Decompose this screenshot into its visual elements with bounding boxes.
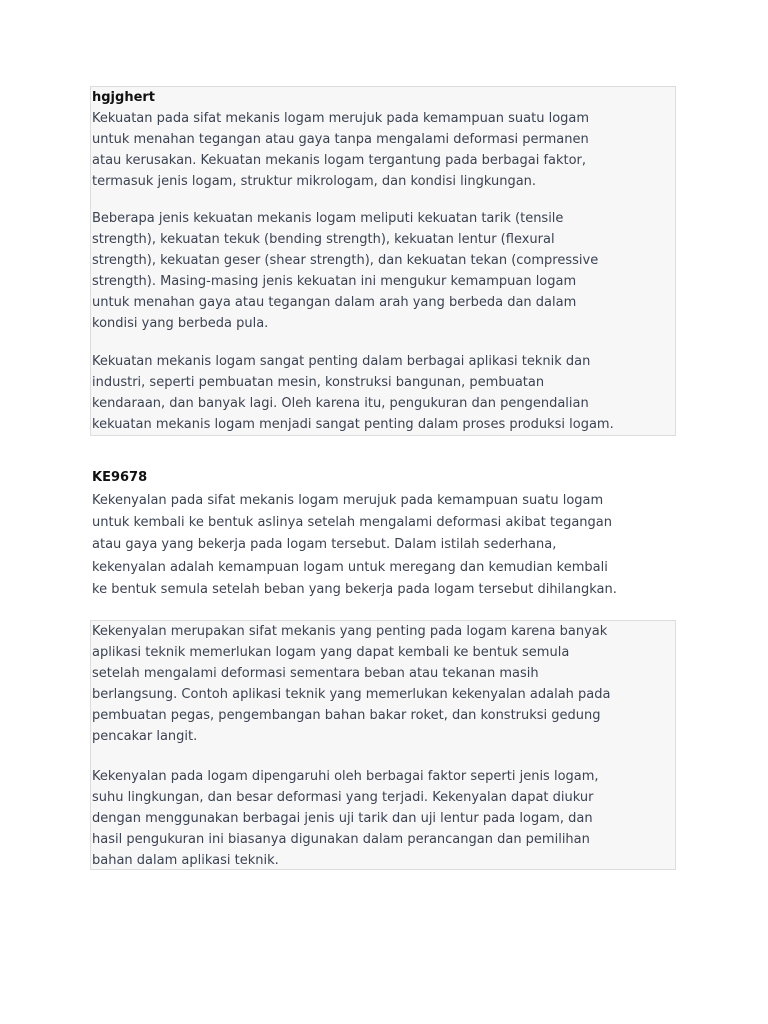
text-line: Kekuatan pada sifat mekanis logam merujuk pada kemampuan suatu logam bbox=[92, 111, 590, 126]
text-line: industri, seperti pembuatan mesin, konstruksi bangunan, pembuatan bbox=[92, 375, 545, 390]
paragraph bbox=[92, 490, 682, 601]
text-line: Beberapa jenis kekuatan mekanis logam meliputi kekuatan tarik (tensile bbox=[92, 211, 564, 226]
section-heading: KE9678 bbox=[92, 470, 148, 485]
text-line: Kekenyalan pada sifat mekanis logam merujuk pada kemampuan suatu logam bbox=[92, 493, 604, 508]
text-line: pembuatan pegas, pengembangan bahan bakar roket, dan konstruksi gedung bbox=[92, 708, 601, 723]
text-line: strength), kekuatan geser (shear strength), dan kekuatan tekan (compressive bbox=[92, 253, 599, 268]
text-line: strength), kekuatan tekuk (bending strength), kekuatan lentur (flexural bbox=[92, 232, 555, 247]
paragraph bbox=[92, 208, 682, 334]
text-line: untuk kembali ke bentuk aslinya setelah mengalami deformasi akibat tegangan bbox=[92, 515, 612, 531]
text-line: strength). Masing-masing jenis kekuatan ini mengukur kemampuan logam bbox=[92, 274, 577, 289]
text-line: kekenyalan adalah kemampuan logam untuk meregang dan kemudian kembali bbox=[92, 559, 608, 575]
text-line: setelah mengalami deformasi sementara beban atau tekanan masih bbox=[92, 666, 539, 681]
text-line: Kekenyalan merupakan sifat mekanis yang penting pada logam karena banyak bbox=[92, 624, 608, 639]
text-line: pencakar langit. bbox=[92, 729, 198, 744]
text-line: termasuk jenis logam, struktur mikrologam, dan kondisi lingkungan. bbox=[92, 174, 537, 189]
text-line: Kekenyalan pada logam dipengaruhi oleh berbagai faktor seperti jenis logam, bbox=[92, 769, 599, 784]
paragraph bbox=[92, 621, 682, 747]
text-line: Kekuatan mekanis logam sangat penting dalam berbagai aplikasi teknik dan bbox=[92, 354, 591, 369]
text-line: dengan menggunakan berbagai jenis uji tarik dan uji lentur pada logam, dan bbox=[92, 811, 593, 826]
section-heading: hgjghert bbox=[92, 90, 156, 105]
paragraph bbox=[92, 351, 682, 435]
text-line: bahan dalam aplikasi teknik. bbox=[92, 853, 279, 868]
text-line: hasil pengukuran ini biasanya digunakan dalam perancangan dan pemilihan bbox=[92, 832, 590, 847]
text-line: aplikasi teknik memerlukan logam yang dapat kembali ke bentuk semula bbox=[92, 645, 570, 660]
text-line: ke bentuk semula setelah beban yang bekerja pada logam tersebut dihilangkan. bbox=[92, 581, 617, 597]
text-line: atau gaya yang bekerja pada logam tersebut. Dalam istilah sederhana, bbox=[92, 537, 557, 553]
paragraph bbox=[92, 766, 682, 871]
text-line: untuk menahan tegangan atau gaya tanpa mengalami deformasi permanen bbox=[92, 132, 589, 147]
text-line: kondisi yang berbeda pula. bbox=[92, 316, 269, 331]
text-line: untuk menahan gaya atau tegangan dalam arah yang berbeda dan dalam bbox=[92, 295, 577, 310]
text-line: kendaraan, dan banyak lagi. Oleh karena itu, pengukuran dan pengendalian bbox=[92, 396, 589, 411]
text-line: berlangsung. Contoh aplikasi teknik yang memerlukan kekenyalan adalah pada bbox=[92, 687, 611, 702]
text-line: kekuatan mekanis logam menjadi sangat penting dalam proses produksi logam. bbox=[92, 417, 614, 432]
text-line: suhu lingkungan, dan besar deformasi yang terjadi. Kekenyalan dapat diukur bbox=[92, 790, 594, 805]
paragraph bbox=[92, 108, 682, 192]
text-line: atau kerusakan. Kekuatan mekanis logam tergantung pada berbagai faktor, bbox=[92, 153, 587, 168]
